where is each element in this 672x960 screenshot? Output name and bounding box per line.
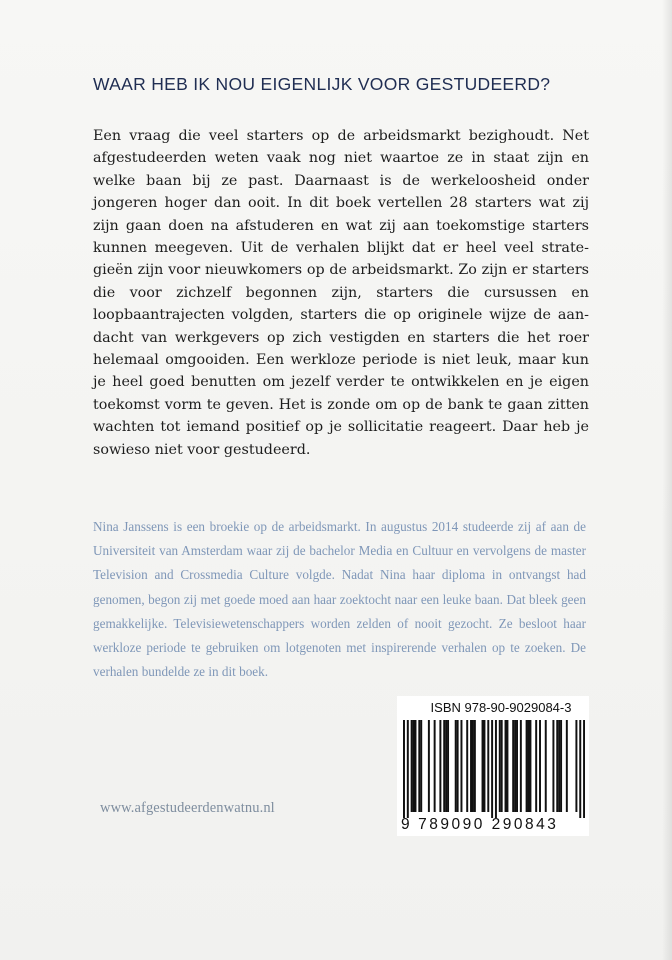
website-link[interactable]: www.afgestudeerdenwatnu.nl: [100, 800, 275, 816]
author-bio: Nina Janssens is een broekie op de arbeidsmarkt. In augustus 2014 studeerde zij af aan de Universiteit van Amsterdam waar zij de bachelor Media en Cultuur en vervolgens de master Television and Crossmedia Culture volgde. Nadat Nina haar diploma in ontvangst had genomen, begon zij met goede moed aan haar zoektocht naar een leuke baan. Dat bleek geen gemakkelijke. Televisiewetenschappers worden zelden of nooit gezocht. Ze besloot haar werkloze periode te gebruiken om lotgenoten met inspirerende verhalen op te zoeken. De verhalen bundelde ze in dit boek.: [93, 519, 586, 680]
barcode-first-digit: 9: [401, 816, 413, 833]
barcode-bar: [413, 720, 415, 812]
isbn-label: ISBN 978-90-9029084-3: [430, 700, 572, 715]
barcode-bar: [579, 720, 581, 818]
barcode-bar: [443, 720, 445, 812]
barcode-bar: [535, 720, 537, 812]
barcode-bar: [483, 720, 485, 812]
barcode-bar: [482, 720, 484, 812]
cover-heading: WAAR HEB IK NOU EIGENLIJK VOOR GESTUDEERD?: [93, 74, 551, 94]
barcode-bar: [439, 720, 441, 812]
barcode-bar: [495, 720, 497, 818]
ean13-barcode: [403, 720, 585, 818]
barcode-bar: [434, 720, 436, 812]
barcode-bar: [460, 720, 462, 812]
barcode-bar: [526, 720, 528, 812]
barcode-digits: [401, 816, 587, 834]
barcode-bar: [474, 720, 476, 812]
barcode-bar: [528, 720, 530, 812]
barcode-bar: [455, 720, 457, 812]
barcode-bar: [566, 720, 568, 812]
barcode-bar: [539, 720, 541, 812]
barcode-bar: [552, 720, 554, 812]
barcode-bar: [428, 720, 430, 812]
barcode-bar: [575, 720, 577, 812]
barcode-bar: [529, 720, 531, 812]
barcode-bar: [499, 720, 501, 812]
barcode-bar: [472, 720, 474, 812]
barcode-bar: [447, 720, 449, 812]
barcode-bar: [560, 720, 562, 812]
barcode-bar: [583, 720, 585, 818]
barcode-bar: [487, 720, 489, 812]
barcode-bar: [403, 720, 405, 818]
barcode-bar: [505, 720, 507, 812]
barcode-bar: [491, 720, 493, 818]
barcode-bar: [445, 720, 447, 812]
barcode-bar: [407, 720, 409, 818]
barcode-bar: [506, 720, 508, 812]
barcode-bar: [470, 720, 472, 812]
blurb-paragraph: Een vraag die veel starters op de arbeidsmarkt bezighoudt. Net afgestudeerden weten vaak nog niet waartoe ze in staat zijn en welke baan bij ze past. Daarnaast is de werkeloosheid onder jongeren hoger dan ooit. In dit boek vertellen 28 starters wat zij zijn gaan doen na afstuderen en wat zij aan toekomstige starters kunnen meegeven. Uit de verhalen blijkt dat er heel veel strategieën zijn voor nieuwkomers op de arbeidsmarkt. Zo zijn er starters die voor zichzelf begonnen zijn, starters die cursussen en loopbaantrajecten volgden, starters die op originele wijze de aandacht van werkgevers op zich vestigden en starters die het roer helemaal omgooiden. Een werkloze periode is niet leuk, maar kun je heel goed benutten om jezelf verder te ontwikkelen en je eigen toekomst vorm te geven. Het is zonde om op de bank te gaan zitten wachten tot iemand positief op je sollicitatie reageert. Daar heb je sowieso niet voor gestudeerd.: [93, 128, 589, 458]
barcode-digit-groups: 789090 290843: [418, 816, 559, 833]
barcode-bar: [516, 720, 518, 812]
barcode-bar: [420, 720, 422, 812]
barcode-bar: [514, 720, 516, 812]
barcode-bar: [466, 720, 468, 812]
barcode-bar: [457, 720, 459, 812]
barcode-bar: [545, 720, 547, 812]
barcode-bar: [556, 720, 558, 812]
barcode-bar: [520, 720, 522, 812]
barcode-bar: [418, 720, 420, 812]
barcode-bar: [501, 720, 503, 812]
barcode-bar: [414, 720, 416, 812]
barcode-panel: [397, 696, 589, 836]
barcode-bar: [411, 720, 413, 812]
barcode-bar: [558, 720, 560, 812]
barcode-bar: [512, 720, 514, 812]
